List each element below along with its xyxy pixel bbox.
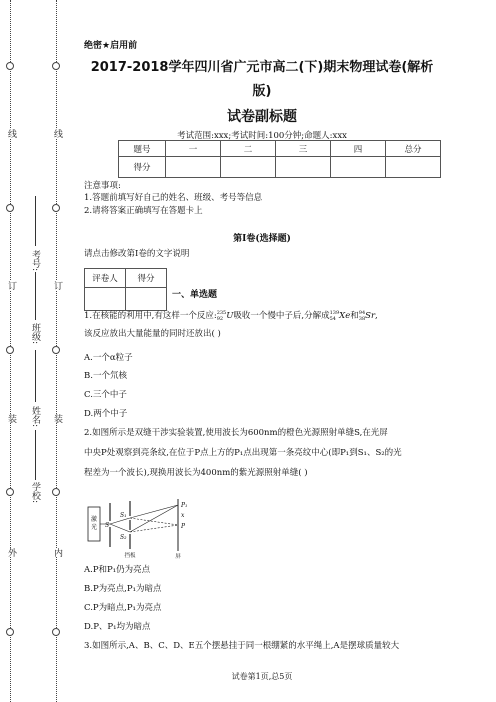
field-class-label: 班级: (30, 323, 40, 345)
secret-label: 绝密★启用前 (84, 41, 138, 51)
q2-line: 中央P处观察到亮条纹,在位于P点上方的P₁点出现第一条亮纹中心(即P₁到S₁、S₂的光 (84, 448, 402, 458)
barrier-label: 挡板 (124, 553, 136, 559)
ray (130, 505, 178, 532)
section-title: 第I卷(选择题) (233, 234, 291, 244)
binding-circle (52, 488, 60, 496)
binding-circle (6, 628, 14, 636)
q2-line: 2.如图所示是双缝干涉实验装置,使用波长为600nm的橙色光源照射单缝S,在光屏 (84, 428, 388, 438)
laser-label-char: 激 (90, 516, 98, 523)
q1-text: 和 (350, 311, 359, 321)
inner-label-zhuang: 装 (52, 414, 62, 423)
q1-option[interactable]: B.一个氘核 (84, 371, 127, 381)
score-cell[interactable] (166, 157, 221, 178)
q1-text: 吸收一个慢中子后,分解成 (233, 311, 330, 321)
notice-title: 注意事项: (84, 181, 121, 191)
q1-option[interactable]: D.两个中子 (84, 409, 128, 419)
laser-label-char: 光 (90, 524, 98, 531)
score-header: 一 (166, 141, 221, 157)
label-p: P (181, 523, 186, 530)
ray (130, 525, 178, 532)
score-cell[interactable] (386, 157, 441, 178)
binding-circle (52, 62, 60, 70)
notice-item: 2.请将答案正确填写在答题卡上 (84, 206, 203, 216)
label-s: S (105, 522, 110, 529)
q1-text: 1.在核能的利用中,有这样一个反应: (84, 311, 217, 321)
exam-meta: 考试范围:xxx;考试时间:100分钟;命题人:xxx (177, 131, 347, 141)
nuclide-charge: 38 (358, 315, 366, 322)
binding-circle (6, 346, 14, 354)
nuclide-u235 (217, 308, 234, 325)
label-s1: S₁ (120, 512, 127, 519)
score-header: 三 (276, 141, 331, 157)
binding-circle (6, 62, 14, 70)
binding-circle (52, 346, 60, 354)
field-school-label: 学校: (30, 482, 40, 504)
q1-option[interactable]: A.一个α粒子 (84, 353, 133, 363)
ray (110, 524, 130, 532)
q1-text-line2: 该反应放出大量能量的同时还放出( ) (84, 329, 221, 339)
q2-option[interactable]: D.P、P₁均为暗点 (84, 622, 151, 632)
field-name-line[interactable] (35, 350, 36, 402)
field-class-line[interactable] (35, 272, 36, 320)
nuclide-mass: 94 (358, 309, 366, 316)
grader-table (84, 268, 167, 311)
score-header: 总分 (386, 141, 441, 157)
q1-text: , (375, 311, 378, 321)
page-footer: 试卷第1页,总5页 (231, 672, 293, 681)
score-table (118, 140, 441, 178)
notice-item: 1.答题前填写好自己的姓名、班级、考号等信息 (84, 193, 263, 203)
nuclide-mass: 139 (329, 309, 340, 316)
q2-option[interactable]: B.P为亮点,P₁为暗点 (84, 584, 162, 594)
inner-label-ding: 订 (52, 281, 62, 290)
field-school-line[interactable] (35, 430, 36, 480)
paper-title: 2017-2018学年四川省广元市高二(下)期末物理试卷(解析版) (90, 60, 434, 99)
paper-subtitle: 试卷副标题 (227, 109, 297, 125)
score-header: 题号 (119, 141, 166, 157)
nuclide-sr94 (359, 308, 375, 325)
binding-circle (52, 204, 60, 212)
score-cell[interactable] (221, 157, 276, 178)
nuclide-charge: 92 (216, 315, 224, 322)
q1-option[interactable]: C.三个中子 (84, 390, 127, 400)
screen-label: 屏 (175, 554, 181, 559)
field-id-label: 考号: (30, 250, 40, 272)
inner-label-nei: 内 (52, 548, 62, 557)
q3-text: 3.如图所示,A、B、C、D、E五个摆悬挂于同一根绷紧的水平绳上,A是摆球质量较大 (84, 641, 400, 651)
label-x: x (181, 512, 185, 519)
score-header: 二 (221, 141, 276, 157)
question-1 (84, 308, 480, 325)
nuclide-xe139 (330, 308, 351, 325)
binding-circle (6, 204, 14, 212)
q2-option[interactable]: A.P和P₁仍为亮点 (84, 565, 151, 575)
binding-margin (0, 0, 66, 702)
score-cell[interactable] (331, 157, 386, 178)
label-p1: P₁ (181, 502, 188, 509)
subsection-title: 一、单选题 (172, 290, 218, 300)
nuclide-charge: 54 (329, 315, 336, 322)
grader-header: 评卷人 (85, 269, 126, 288)
outer-label-wai: 外 (6, 548, 16, 557)
nuclide-mass: 235 (216, 309, 227, 316)
score-header: 四 (331, 141, 386, 157)
q2-option[interactable]: C.P为暗点,P₁为亮点 (84, 603, 162, 613)
outer-label-xian: 线 (6, 129, 16, 138)
ray (130, 518, 178, 525)
binding-circle (6, 488, 14, 496)
section-note: 请点击修改第I卷的文字说明 (84, 249, 190, 259)
binding-circle (52, 628, 60, 636)
outer-label-zhuang: 装 (6, 414, 16, 423)
nuclide-symbol: Xe (339, 311, 351, 321)
inner-label-xian: 线 (52, 129, 62, 138)
q2-line: 程差为一个波长),现换用波长为400nm的紫光源照射单缝( ) (84, 468, 308, 478)
outer-label-ding: 订 (6, 281, 16, 290)
ray (130, 505, 178, 518)
score-row-label: 得分 (119, 157, 166, 178)
score-cell[interactable] (276, 157, 331, 178)
label-s2: S₂ (120, 534, 127, 541)
nuclide-symbol: U (226, 311, 234, 321)
nuclide-symbol: Sr (365, 311, 376, 321)
field-id-line[interactable] (35, 196, 36, 246)
grader-header: 得分 (126, 269, 167, 288)
double-slit-diagram (86, 497, 196, 559)
field-name-label: 姓名: (30, 406, 40, 428)
